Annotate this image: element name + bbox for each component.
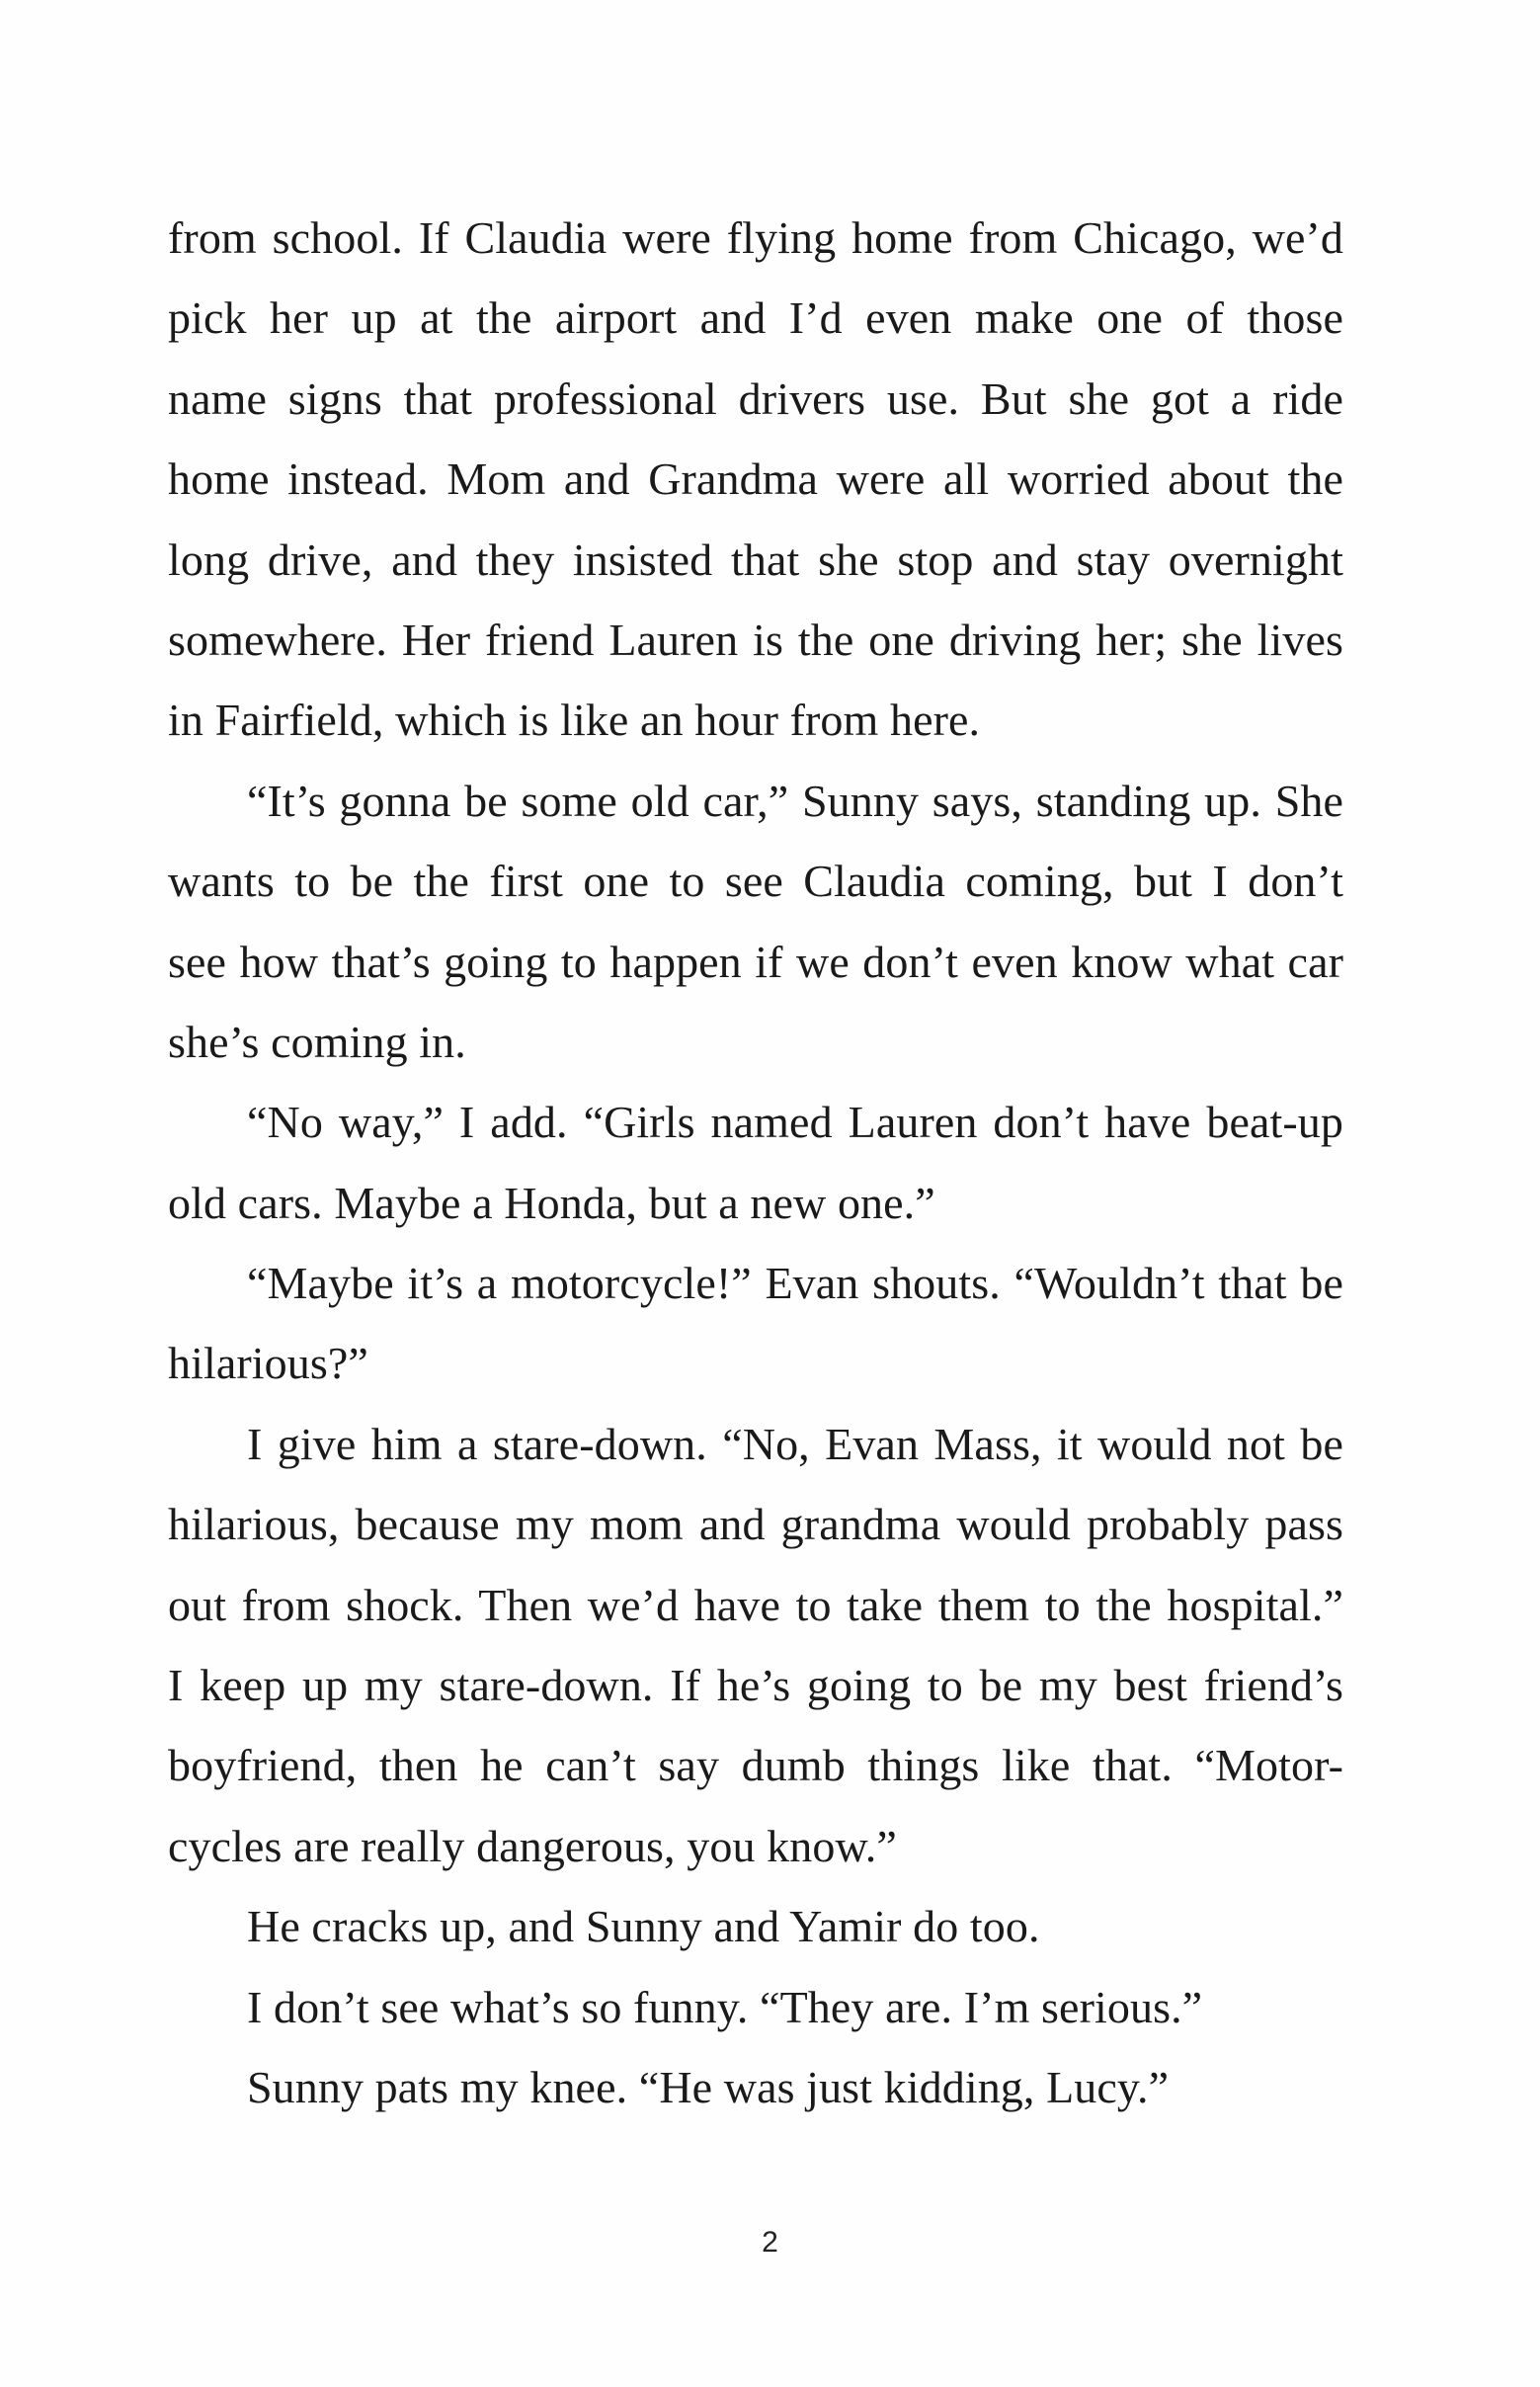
text-line: boyfriend, then he can’t say dumb things like that. “Motor-	[168, 1740, 1343, 1791]
text-line: from school. If Claudia were flying home from Chicago, we’d	[168, 212, 1343, 263]
text-line: old cars. Maybe a Honda, but a new one.”	[168, 1177, 935, 1228]
text-line: name signs that professional drivers use. But she got a ride	[168, 372, 1343, 424]
text-line: “Maybe it’s a motorcycle!” Evan shouts. “Wouldn’t that be	[247, 1258, 1343, 1309]
text-line: somewhere. Her friend Lauren is the one driving her; she lives	[168, 614, 1343, 665]
text-line: “It’s gonna be some old car,” Sunny says, standing up. She	[247, 775, 1343, 826]
text-line: out from shock. Then we’d have to take them to the hospital.”	[168, 1579, 1343, 1630]
text-line: I give him a stare-down. “No, Evan Mass, it would not be	[247, 1418, 1343, 1469]
text-line: I keep up my stare-down. If he’s going to be my best friend’s	[168, 1660, 1343, 1711]
text-line: Sunny pats my knee. “He was just kidding, Lucy.”	[247, 2061, 1170, 2112]
text-line: I don’t see what’s so funny. “They are. I’m serious.”	[247, 1981, 1203, 2032]
text-line: wants to be the first one to see Claudia coming, but I don’t	[168, 856, 1343, 907]
text-line: home instead. Mom and Grandma were all worried about the	[168, 453, 1343, 505]
text-line: long drive, and they insisted that she stop and stay overnight	[168, 534, 1343, 585]
page-number: 2	[762, 2226, 778, 2259]
text-line: see how that’s going to happen if we don’t even know what car	[168, 936, 1343, 987]
text-line: cycles are really dangerous, you know.”	[168, 1820, 897, 1871]
text-line: in Fairfield, which is like an hour from here.	[168, 695, 981, 746]
text-line: “No way,” I add. “Girls named Lauren don’t have beat-up	[247, 1097, 1343, 1148]
text-line: pick her up at the airport and I’d even make one of those	[168, 292, 1343, 344]
text-line: hilarious?”	[168, 1338, 368, 1389]
text-line: He cracks up, and Sunny and Yamir do too.	[247, 1901, 1040, 1952]
text-line: hilarious, because my mom and grandma would probably pass	[168, 1499, 1343, 1550]
text-line: she’s coming in.	[168, 1016, 466, 1067]
body-text	[168, 198, 1343, 2127]
